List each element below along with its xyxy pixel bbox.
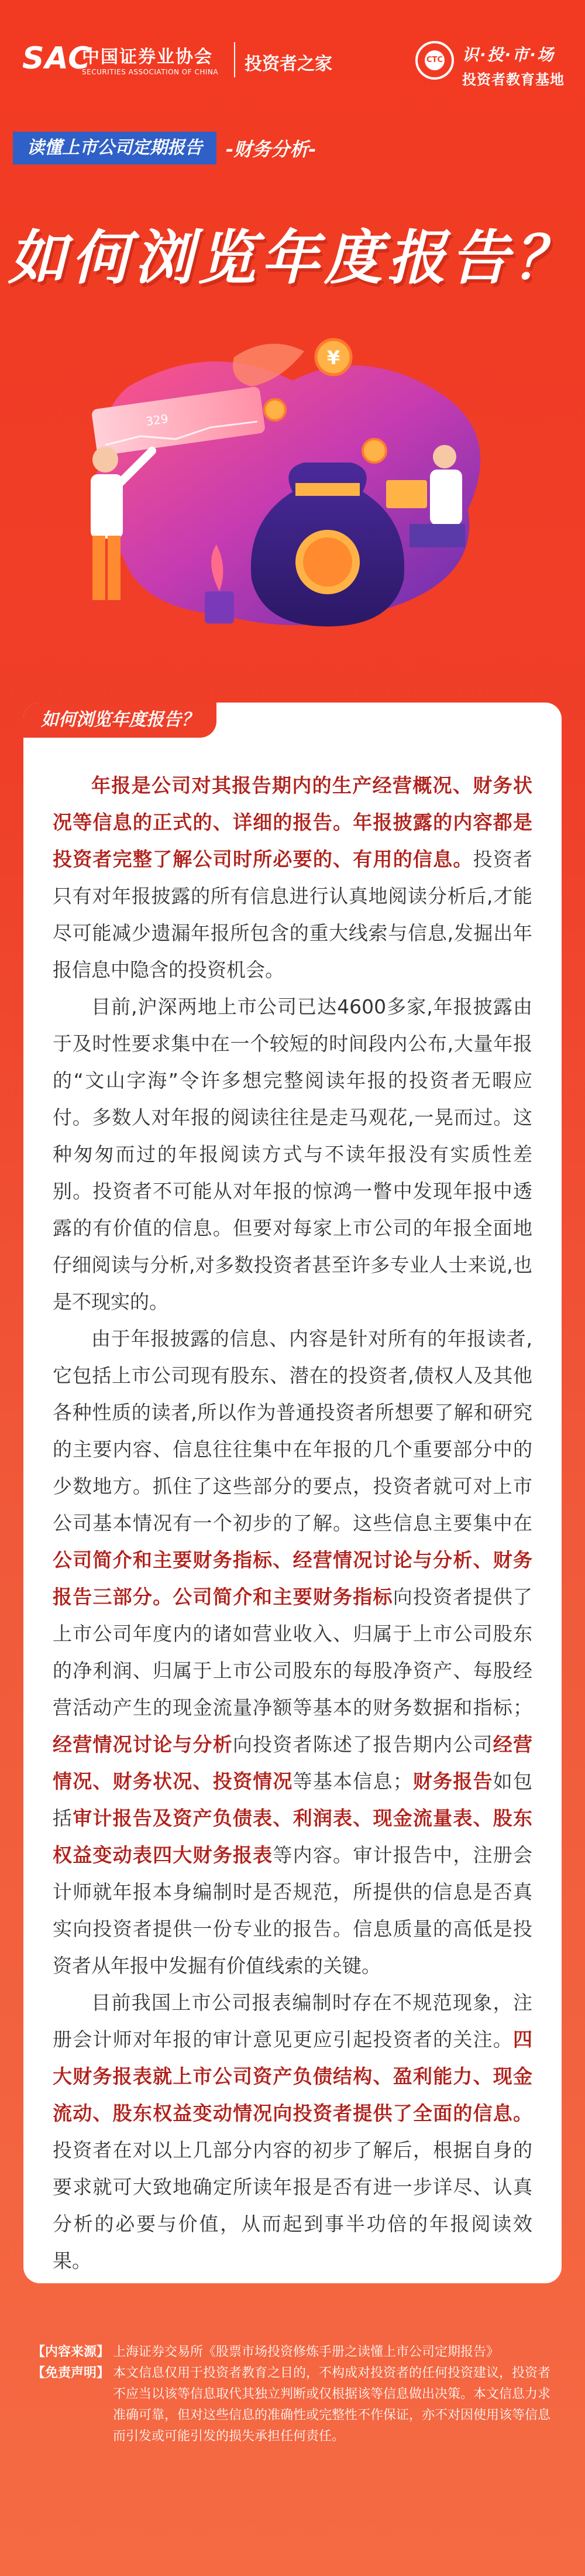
association-name-en: SECURITIES ASSOCIATION OF CHINA [82,68,219,76]
text-run: 向投资者陈述了报告期内公司 [232,1733,493,1756]
association-name-cn: 中国证券业协会 [82,47,213,67]
disclaimer-value: 本文信息仅用于投资者教育之目的，不构成对投资者的任何投资建议，投资者不应当以该等信息取代其独立判断或仅根据该等信息做出决策。本文信息力求准确可靠，但对这些信息的准确性或完整性不作保证，亦不对因使用该等信息而引发或可能引发的损失承担任何责任。 [113,2366,551,2444]
text-run: 公司简介和主要财务指标、经营情况讨论与分析、财务报告三部分。公司简介和主要财务指标 [53,1549,532,1608]
coin-icon [316,340,351,375]
disclaimer-row [32,2363,553,2447]
finance-illustration [58,334,526,644]
header-divider [234,42,235,77]
text-run: 如包括 [53,1770,533,1830]
sac-logo: SAC [22,41,91,76]
series-label: 读懂上市公司定期报告 [13,132,216,165]
text-run: 等基本信息； [292,1770,412,1793]
coin-icon-small [363,439,386,463]
text-run: 目前我国上市公司报表编制时存在不规范现象，注册会计师对年报的审计意见更应引起投资者的关注。 [53,1991,532,2051]
series-tag [13,132,316,165]
paragraph-3 [53,1320,532,1984]
education-base-logo-mark: CTC [425,50,445,70]
text-run: 由于年报披露的信息、内容是针对所有的年报读者,它包括上市公司现有股东、潜在的投资者,债权人及其他各种性质的读者,所以作为普通投资者所想要了解和研究的主要内容、信息往往集中在年报的几个重要部分中的少数地方。抓住了这些部分的要点，投资者就可对上市公司基本情况有一个初步的了解。这些信息主要集中在 [53,1327,532,1534]
disclaimer-key: 【免责声明】 [32,2366,110,2380]
page-title: 如何浏览年度报告？ [8,224,577,292]
paragraph-4 [53,1984,532,2279]
paragraph-2 [53,988,532,1320]
content-card [23,703,562,2283]
education-base-title: 投资者教育基地 [462,71,565,88]
text-run: 经营情况讨论与分析 [53,1733,233,1756]
text-run: 投资者在对以上几部分内容的初步了解后，根据自身的要求就可大致地确定所读年报是否有进一步详尽、认真分析的必要与价值，从而起到事半功倍的年报阅读效果。 [53,2139,532,2272]
leaf-shape [233,344,304,386]
screen-value: 329 [144,411,169,429]
source-row [32,2342,553,2363]
text-run: 年报是公司对其报告期内的生产经营概况、财务状况等信息的正式的、详细的报告。年报披露的内容都是投资者完整了解公司时所必要的、有用的信息。 [53,774,532,871]
text-run: 投资者只有对年报披露的所有信息进行认真地阅读分析后,才能尽可能减少遗漏年报所包含的重大线索与信息,发掘出年报信息中隐含的投资机会。 [53,848,533,981]
education-base-logo-icon [415,41,454,80]
footer [32,2342,553,2447]
paragraph-1 [53,767,532,988]
coin-icon-small-left [264,399,285,420]
text-run: 四大财务报表就上市公司资产负债结构、盈利能力、现金流动、股东权益变动情况向投资者提供了全面的信息。 [53,2028,532,2125]
text-run: 目前,沪深两地上市公司已达4600多家,年报披露由于及时性要求集中在一个较短的时间段内公布,大量年报的“文山字海”令许多想完整阅读年报的投资者无暇应付。多数人对年报的阅读往往是走马观花,一晃而过。这种匆匆而过的年报阅读方式与不读年报没有实质性差别。投资者不可能从对年报的惊鸿一瞥中发现年报中透露的有价值的信息。但要对每家上市公司的年报全面地仔细阅读与分析,对多数投资者甚至许多专业人士来说,也是不现实的。 [53,995,532,1313]
series-subtitle: -财务分析- [226,138,316,160]
text-run: 审计报告及资产负债表、利润表、现金流量表、股东权益变动表四大财务报表 [53,1807,533,1866]
association-name [82,42,218,76]
source-key: 【内容来源】 [32,2345,110,2359]
text-run: 财务报告 [412,1770,493,1793]
source-value: 上海证券交易所《股票市场投资修炼手册之读懂上市公司定期报告》 [113,2345,500,2359]
investor-home-label: 投资者之家 [245,54,332,74]
education-base-slogan: 识·投·市·场 [462,45,555,64]
article-body [53,767,532,2279]
coin-symbol: ¥ [326,347,340,369]
text-run: 经营情况、财务状况、投资情况 [53,1733,533,1793]
header [0,0,585,123]
text-run: 等内容。审计报告中，注册会计师就年报本身编制时是否规范，所提供的信息是否真实向投资者提供一份专业的报告。信息质量的高低是投资者从年报中发掘有价值线索的关键。 [53,1844,533,1977]
education-base-name [462,42,565,88]
text-run: 向投资者提供了上市公司年度内的诸如营业收入、归属于上市公司股东的净利润、归属于上市公司股东的每股净资产、每股经营活动产生的现金流量净额等基本的财务数据和指标； [53,1585,533,1719]
card-tab: 如何浏览年度报告？ [23,703,216,738]
